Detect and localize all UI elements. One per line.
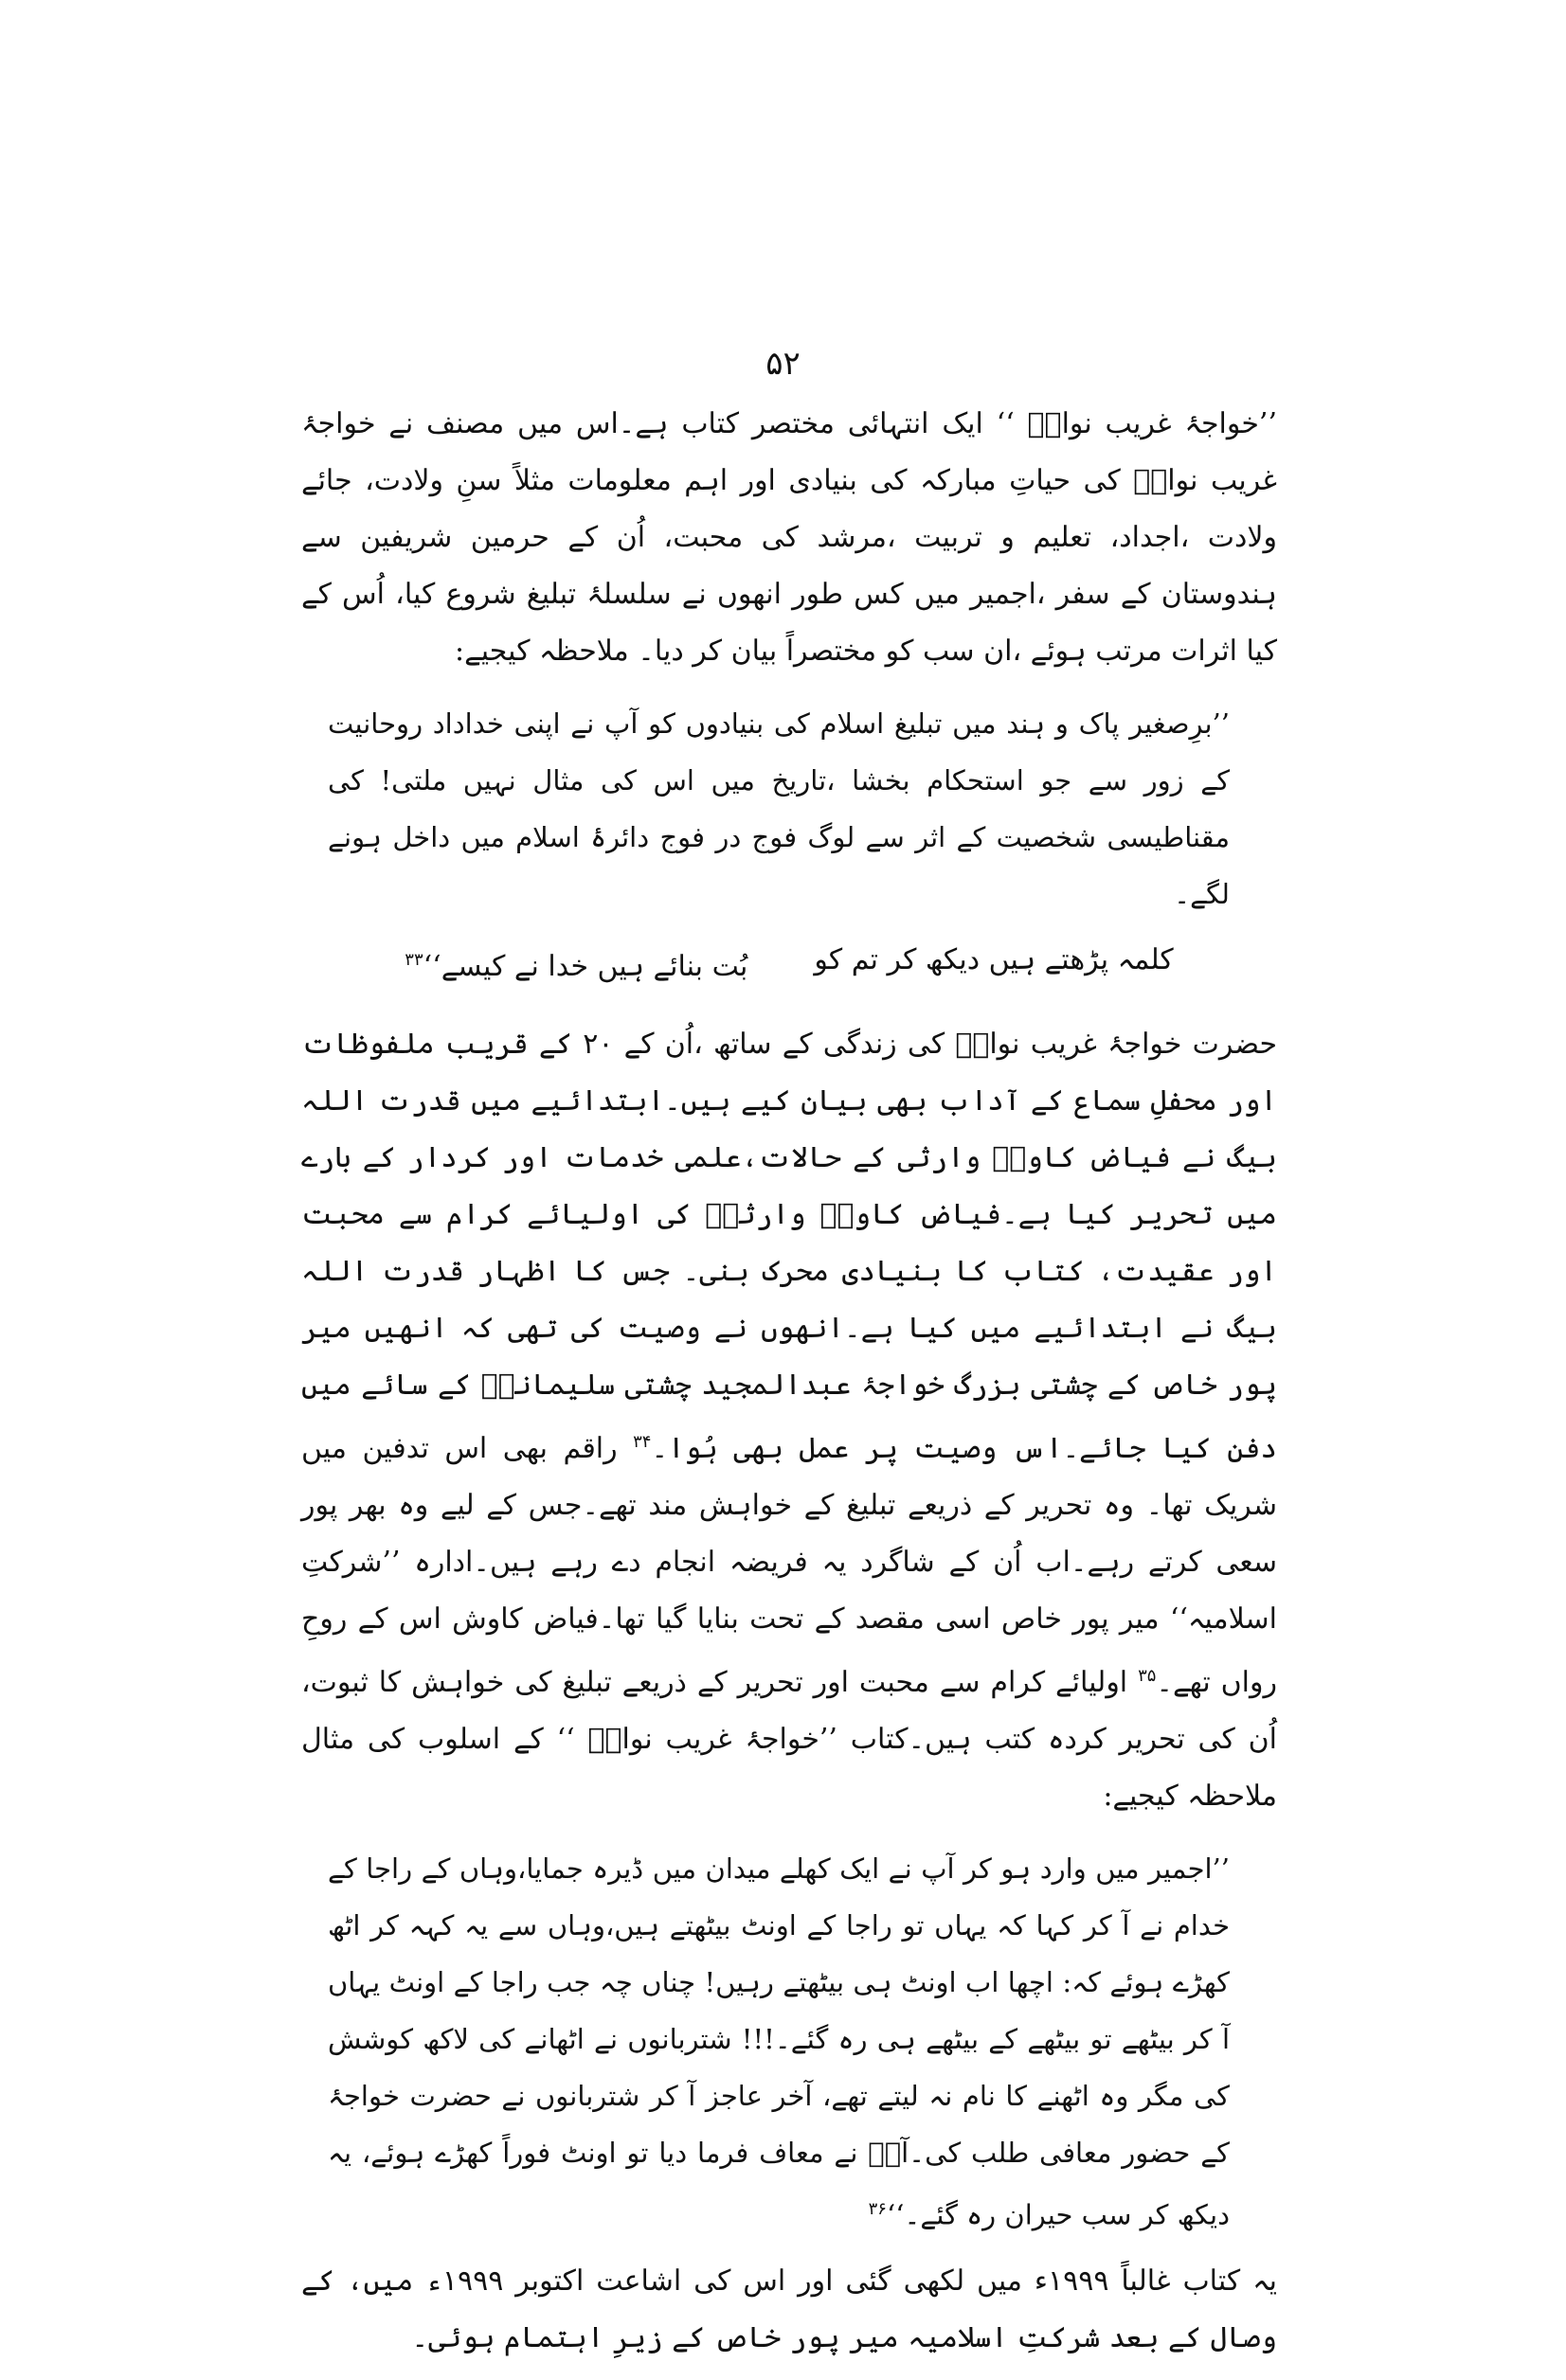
block-quote-ajmer	[328, 1840, 1230, 2244]
footnote-ref: ۳۳	[405, 950, 423, 970]
paragraph-text: حضرت خواجۂ غریب نوازؒ کی زندگی کے ساتھ ،اُن کے ۲۰ کے قریب ملفوظات اور محفلِ سماع کے آداب بھی بیان کیے ہیں۔ابتدائیے میں قدرت اللہ بیگ نے فیاض کاوشؔ وارثی کے حالات،علمی خدمات اور کردار کے بارے میں تحریر کیا ہے۔فیاض کاوشؔ وارثیؒ کی اولیائے کرام سے محبت اور عقیدت، کتاب کا بنیادی محرک بنی۔ جس کا اظہار قدرت اللہ بیگ نے ابتدائیے میں کیا ہے۔انھوں نے وصیت کی تھی کہ انھیں میر پور خاص کے چشتی بزرگ خواجۂ عبدالمجید چشتی سلیمانیؒ کے سائے میں دفن کیا جائے۔اس وصیت پر عمل بھی ہُوا۔	[301, 1028, 1277, 1465]
quote-text: ’’اجمیر میں وارد ہو کر آپ نے ایک کھلے میدان میں ڈیرہ جمایا،وہاں کے راجا کے خدام نے آ کر کہا کہ یہاں تو راجا کے اونٹ بیٹھتے ہیں،وہاں سے یہ کہہ کر اٹھ کھڑے ہوئے کہ: اچھا اب اونٹ ہی بیٹھتے رہیں! چناں چہ جب راجا کے اونٹ یہاں آ کر بیٹھے تو بیٹھے کے بیٹھے ہی رہ گئے۔!!! شتربانوں نے اٹھانے کی لاکھ کوشش کی مگر وہ اٹھنے کا نام نہ لیتے تھے، آخر عاجز آ کر شتربانوں نے حضرت خواجۂ کے حضور معافی طلب کی۔آپؒ نے معاف فرما دیا تو اونٹ فوراً کھڑے ہوئے، یہ دیکھ کر سب حیران رہ گئے۔‘‘	[328, 1852, 1230, 2231]
paragraph-publication-note: یہ کتاب غالباً ۱۹۹۹ء میں لکھی گئی اور اس کی اشاعت اکتوبر ۱۹۹۹ء میں، کے وصال کے بعد شرکتِ اسلامیہ میر پور خاص کے زیرِ اہتمام ہوئی۔	[301, 2264, 1277, 2354]
paragraph-text: راقم بھی اس تدفین میں شریک تھا۔ وہ تحریر کے ذریعے تبلیغ کے خواہش مند تھے۔جس کے لیے وہ بھر پور سعی کرتے رہے۔اب اُن کے شاگرد یہ فریضہ انجام دے رہے ہیں۔ادارہ ’’شرکتِ اسلامیہ‘‘ میر پور خاص اسی مقصد کے تحت بنایا گیا تھا۔فیاض کاوش اس کے روحِ رواں تھے۔	[301, 1432, 1277, 1699]
paragraph-book-summary: ’’خواجۂ غریب نوازؒ ‘‘ ایک انتہائی مختصر کتاب ہے۔اس میں مصنف نے خواجۂ غریب نوازؒ کی حیاتِ مبارکہ کی بنیادی اور اہم معلومات مثلاً سنِ ولادت، جائے ولادت ،اجداد، تعلیم و تربیت ،مرشد کی محبت، اُن کے حرمین شریفین سے ہندوستان کے سفر ،اجمیر میں کس طور انھوں نے سلسلۂ تبلیغ شروع کیا، اُس کے کیا اثرات مرتب ہوئے ،ان سب کو مختصراً بیان کر دیا۔ ملاحظہ کیجیے:	[301, 407, 1277, 668]
verse-second-line-text: بُت بنائے ہیں خدا نے کیسے‘‘	[423, 950, 748, 983]
footnote-ref: ۳۵	[1138, 1666, 1157, 1686]
verse-couplet	[301, 932, 1277, 995]
verse-first-line: کلمہ پڑھتے ہیں دیکھ کر تم کو	[814, 943, 1174, 976]
page-number: ۵۲	[765, 345, 801, 383]
footnote-ref: ۳۶	[868, 2199, 887, 2219]
footnote-ref: ۳۴	[633, 1432, 652, 1452]
page-body	[301, 396, 1277, 2380]
block-quote-tabligh: ’’برِصغیر پاک و ہند میں تبلیغ اسلام کی بنیادوں کو آپ نے اپنی خداداد روحانیت کے زور سے جو استحکام بخشا ،تاریخ میں اس کی مثال نہیں ملتی! کی مقناطیسی شخصیت کے اثر سے لوگ فوج در فوج دائرۂ اسلام میں داخل ہونے لگے۔	[328, 707, 1230, 910]
verse-second-line	[405, 932, 747, 995]
paragraph-text: اولیائے کرام سے محبت اور تحریر کے ذریعے تبلیغ کی خواہش کا ثبوت، اُن کی تحریر کردہ کتب ہیں۔کتاب ’’خواجۂ غریب نوازؒ ‘‘ کے اسلوب کی مثال ملاحظہ کیجیے:	[301, 1666, 1277, 1813]
paragraph-author-biography	[301, 1016, 1277, 1825]
